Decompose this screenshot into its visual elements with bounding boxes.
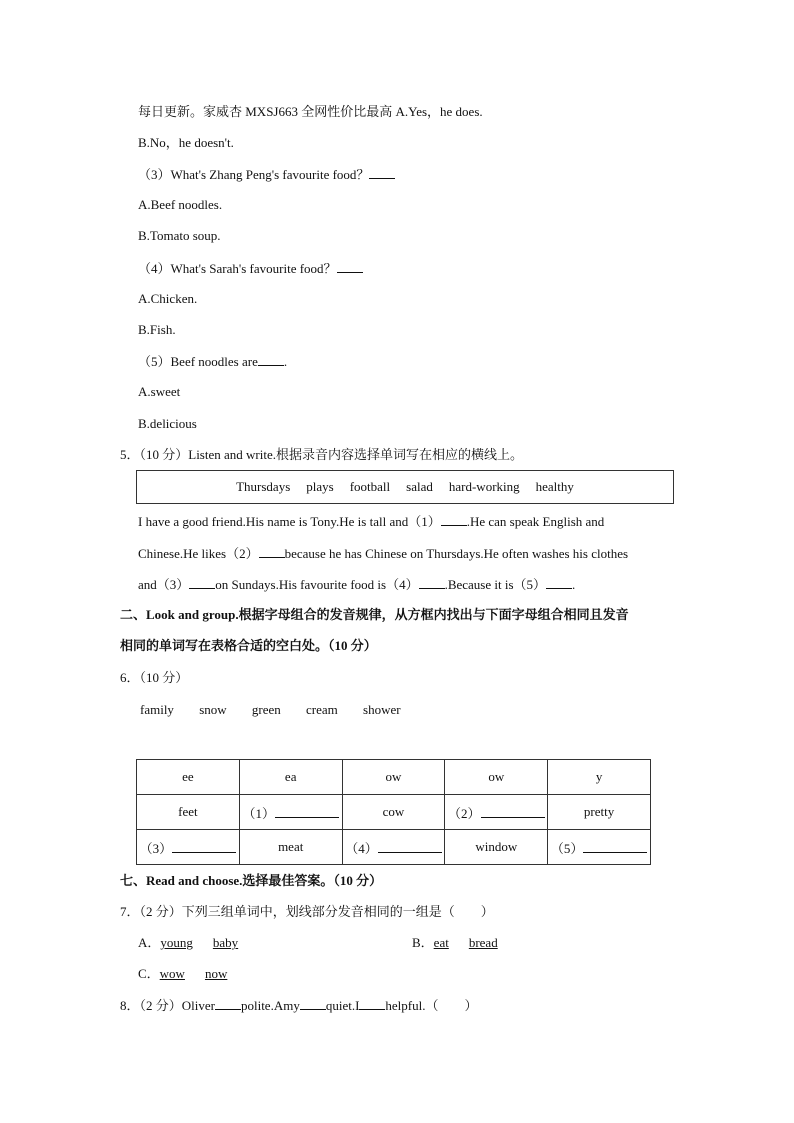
- table-cell: cow: [342, 795, 445, 830]
- q4-sub5-option-a: A.sweet: [138, 384, 181, 399]
- answer-blank[interactable]: [275, 804, 339, 818]
- word-baby: baby: [212, 935, 239, 950]
- table-cell: window: [445, 830, 548, 865]
- cell-label: （3）: [139, 840, 173, 856]
- table-header-cell: ea: [239, 760, 342, 795]
- table-blank-cell-1[interactable]: [239, 795, 342, 830]
- cell-label: （5）: [550, 840, 584, 856]
- passage-text: because he has Chinese on Thursdays.He often washes his clothes: [284, 546, 629, 561]
- passage-text: Chinese.He likes（2）: [138, 546, 259, 561]
- answer-blank[interactable]: [337, 259, 363, 273]
- table-row: [137, 795, 651, 830]
- table-blank-cell-5[interactable]: [548, 830, 651, 865]
- q6-word-list: [140, 701, 423, 719]
- word-eat: eat: [433, 935, 449, 950]
- q4-sub5-text: （5）Beef noodles are: [138, 354, 258, 369]
- answer-blank[interactable]: [378, 839, 442, 853]
- answer-blank[interactable]: [369, 165, 395, 179]
- answer-blank-4[interactable]: [419, 575, 445, 589]
- word-snow: snow: [199, 702, 227, 717]
- word-healthy: healthy: [535, 479, 574, 494]
- answer-blank[interactable]: [258, 352, 284, 366]
- answer-blank-3[interactable]: [189, 575, 215, 589]
- q8-text: 8．（2 分）Oliver: [120, 998, 215, 1013]
- table-header-cell: ow: [342, 760, 445, 795]
- q4-sub4-text: （4）What's Sarah's favourite food？: [138, 261, 337, 276]
- q4-sub4-option-b: B.Fish.: [138, 322, 176, 337]
- section-2-heading-line-1: 二、Look and group.根据字母组合的发音规律，从方框内找出与下面字母组合相同且发音: [120, 607, 629, 622]
- word-family: family: [140, 702, 174, 717]
- section-2-heading-line-2: 相同的单词写在表格合适的空白处。（10 分）: [120, 638, 377, 653]
- q7-option-b[interactable]: [412, 934, 498, 952]
- option-label: B．: [412, 935, 434, 950]
- answer-blank-2[interactable]: [259, 544, 285, 558]
- option-label: A．: [138, 935, 161, 950]
- q8-title: [120, 996, 477, 1015]
- q4-sub3-text: （3）What's Zhang Peng's favourite food？: [138, 167, 370, 182]
- answer-blank-1[interactable]: [441, 512, 467, 526]
- table-header-cell: ow: [445, 760, 548, 795]
- cell-label: （2）: [448, 805, 481, 821]
- q5-passage-line-3: [138, 575, 575, 594]
- q4-option-b: B.No，he doesn't.: [138, 135, 234, 150]
- q4-sub5-end: .: [283, 354, 288, 369]
- q5-title: 5．（10 分）Listen and write.根据录音内容选择单词写在相应的横线上。: [120, 447, 523, 462]
- cell-label: （1）: [242, 805, 275, 821]
- word-plays: plays: [306, 479, 334, 494]
- answer-blank[interactable]: [481, 804, 545, 818]
- word-salad: salad: [406, 479, 433, 494]
- passage-text: I have a good friend.His name is Tony.He is tall and（1）: [138, 514, 441, 529]
- table-blank-cell-2[interactable]: [445, 795, 548, 830]
- q4-sub5: [138, 352, 287, 371]
- answer-blank[interactable]: [300, 996, 326, 1010]
- option-label: C．: [138, 966, 160, 981]
- table-blank-cell-4[interactable]: [342, 830, 445, 865]
- q4-option-a-line: 每日更新。家威杏 MXSJ663 全网性价比最高 A.Yes，he does.: [138, 104, 483, 119]
- word-now: now: [204, 966, 228, 981]
- q7-title: 7．（2 分）下列三组单词中，划线部分发音相同的一组是（ ）: [120, 904, 494, 919]
- q8-text: quiet.I: [325, 998, 360, 1013]
- word-hard-working: hard-working: [448, 479, 520, 494]
- section-7-heading: 七、Read and choose.选择最佳答案。（10 分）: [120, 873, 383, 888]
- table-cell: pretty: [548, 795, 651, 830]
- answer-blank[interactable]: [583, 839, 647, 853]
- passage-text: .: [572, 577, 576, 592]
- q8-text: polite.Amy: [240, 998, 300, 1013]
- word-cream: cream: [306, 702, 338, 717]
- word-thursdays: Thursdays: [236, 479, 291, 494]
- answer-blank[interactable]: [215, 996, 241, 1010]
- answer-blank[interactable]: [359, 996, 385, 1010]
- q5-passage-line-2: [138, 544, 628, 563]
- q5-word-box: [136, 470, 674, 504]
- passage-text: .He can speak English and: [466, 514, 605, 529]
- q8-text: helpful.（ ）: [385, 998, 478, 1013]
- word-bread: bread: [468, 935, 498, 950]
- passage-text: on Sundays.His favourite food is（4）: [215, 577, 419, 592]
- q6-title: 6．（10 分）: [120, 670, 189, 685]
- cell-label: （4）: [345, 840, 378, 856]
- q5-passage-line-1: [138, 512, 674, 531]
- q4-sub3: [138, 165, 395, 184]
- answer-blank[interactable]: [172, 839, 236, 853]
- word-football: football: [349, 479, 391, 494]
- q4-sub3-option-a: A.Beef noodles.: [138, 197, 223, 212]
- q4-sub5-option-b: B.delicious: [138, 416, 197, 431]
- table-row: [137, 760, 651, 795]
- table-blank-cell-3[interactable]: [137, 830, 240, 865]
- word-green: green: [251, 702, 281, 717]
- q7-option-a[interactable]: [138, 934, 238, 952]
- q6-sound-table: [136, 759, 651, 865]
- q4-sub4: [138, 259, 363, 278]
- answer-blank-5[interactable]: [546, 575, 572, 589]
- table-row: [137, 830, 651, 865]
- word-shower: shower: [363, 702, 401, 717]
- passage-text: and（3）: [138, 577, 190, 592]
- q4-sub3-option-b: B.Tomato soup.: [138, 228, 221, 243]
- table-header-cell: ee: [137, 760, 240, 795]
- q7-option-c[interactable]: [138, 965, 227, 983]
- passage-text: .Because it is（5）: [444, 577, 547, 592]
- table-header-cell: y: [548, 760, 651, 795]
- word-wow: wow: [159, 966, 185, 981]
- table-cell: feet: [137, 795, 240, 830]
- word-young: young: [160, 935, 193, 950]
- q4-sub4-option-a: A.Chicken.: [138, 291, 198, 306]
- table-cell: meat: [239, 830, 342, 865]
